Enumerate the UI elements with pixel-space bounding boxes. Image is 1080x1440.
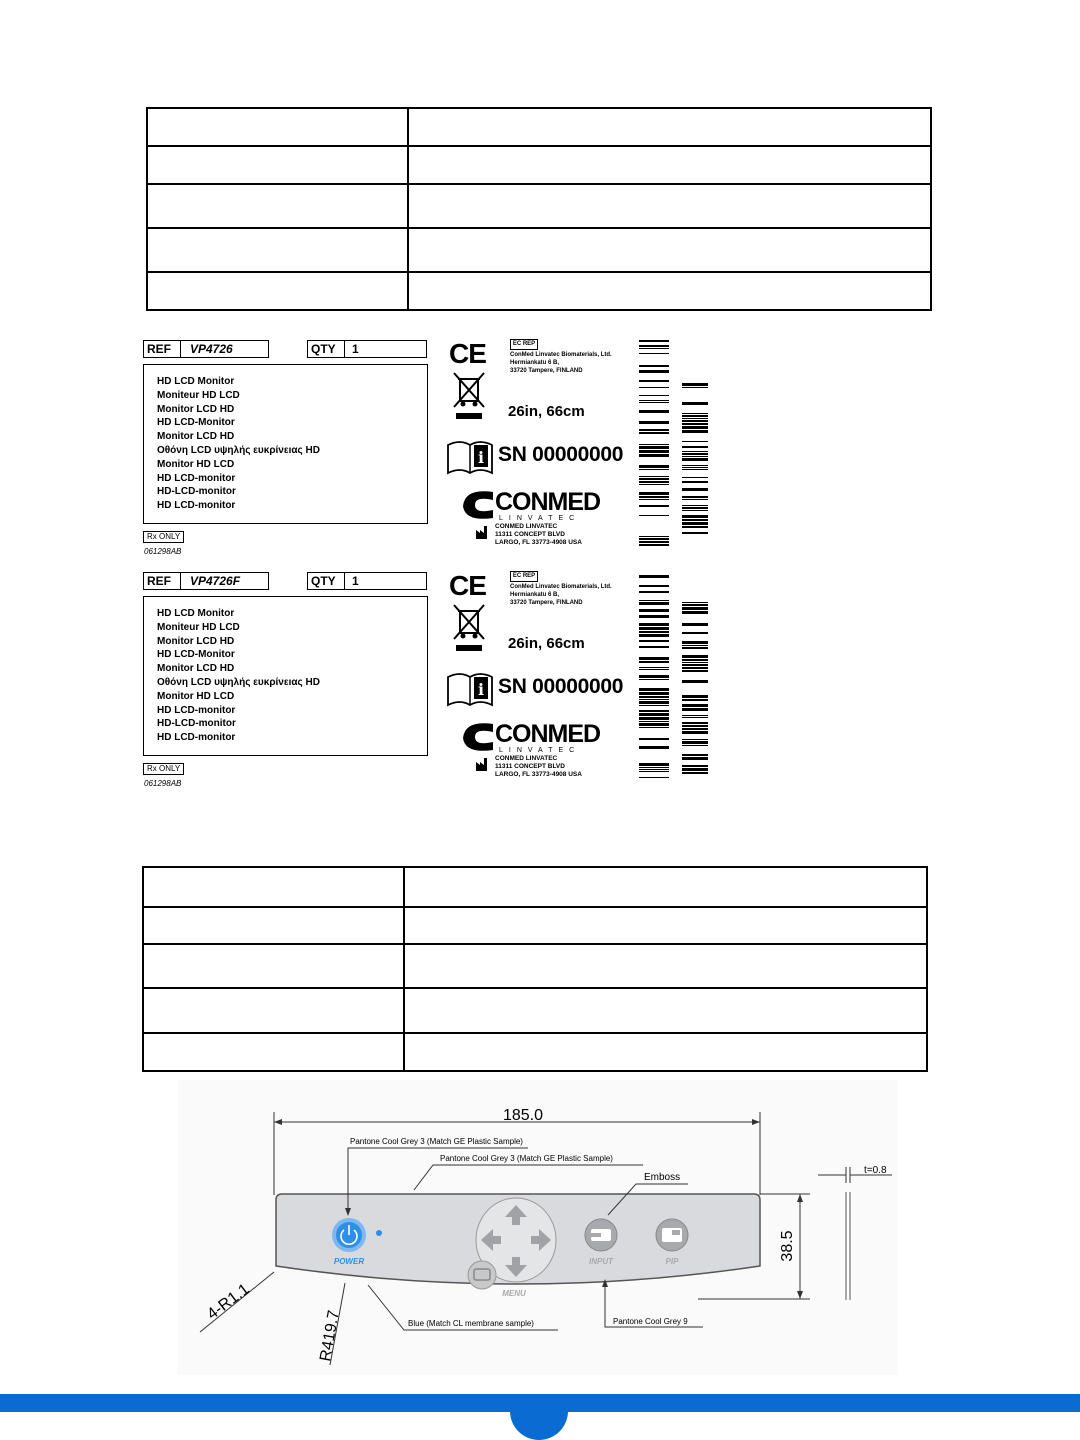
page-number-tab [510, 1404, 568, 1440]
ec-rep-box: EC REP [510, 339, 538, 350]
table-cell [404, 907, 927, 944]
svg-text:i: i [477, 680, 485, 699]
input-label: INPUT [589, 1257, 613, 1266]
name-line: Monitor HD LCD [157, 458, 235, 470]
name-line: HD LCD-Monitor [157, 417, 235, 429]
table-cell [143, 1033, 404, 1071]
note-blue: Blue (Match CL membrane sample) [408, 1319, 534, 1328]
label-code: 061298AB [144, 547, 182, 556]
table-cell [147, 272, 408, 310]
thickness-dimension: t=0.8 [864, 1165, 887, 1176]
name-line: HD LCD Monitor [157, 608, 235, 619]
ce-mark: CE [449, 338, 486, 369]
manufacturer-address: CONMED LINVATEC 11311 CONCEPT BLVD LARGO, FL 33773-4908 USA [495, 755, 582, 778]
table-cell [408, 146, 931, 184]
qty-value: 1 [352, 342, 359, 356]
ref-value: VP4726 [190, 342, 233, 356]
weee-bin-icon [450, 603, 488, 653]
eu-representative: ConMed Linvatec Biomaterials, Ltd. Hermiankatu 6 B, 33720 Tampere, FINLAND [510, 584, 612, 606]
bottom-table [142, 866, 928, 1072]
qty-box [307, 572, 427, 590]
name-line: Οθόνη LCD υψηλής ευκρίνειας HD [157, 676, 320, 688]
product-label-2 [140, 571, 440, 801]
width-dimension: 185.0 [502, 1107, 544, 1124]
size-text: 26in, 66cm [508, 635, 585, 652]
height-dimension: 38.5 [779, 1230, 796, 1262]
menu-label: MENU [502, 1289, 526, 1298]
note-grey3-a: Pantone Cool Grey 3 (Match GE Plastic Sample) [350, 1137, 523, 1146]
table-cell [404, 1033, 927, 1071]
ce-mark: CE [449, 570, 486, 601]
name-line: HD LCD-monitor [157, 732, 236, 744]
serial-number: SN 00000000 [498, 675, 624, 698]
name-line: Οθόνη LCD υψηλής ευκρίνειας HD [157, 444, 320, 456]
table-cell [408, 108, 931, 146]
ref-box [143, 340, 269, 358]
size-text: 26in, 66cm [508, 403, 585, 420]
serial-number: SN 00000000 [498, 443, 624, 466]
ref-key: REF [147, 342, 171, 356]
overlay-drawing [178, 1080, 898, 1375]
brand-logo: CONMED [495, 488, 601, 516]
note-emboss: Emboss [644, 1172, 681, 1183]
name-line: HD LCD-monitor [157, 500, 236, 512]
table-cell [143, 867, 404, 907]
name-line: Monitor LCD HD [157, 403, 235, 415]
factory-icon [475, 758, 491, 772]
name-line: HD LCD Monitor [157, 376, 235, 387]
barcode-large [639, 572, 675, 778]
rx-only-badge: Rx ONLY [143, 531, 184, 543]
ref-box [143, 572, 269, 590]
product-names [157, 607, 320, 745]
table-cell [147, 228, 408, 272]
table-cell [404, 988, 927, 1033]
svg-text:i: i [477, 448, 485, 467]
ref-value: VP4726F [190, 574, 241, 588]
ref-key: REF [147, 574, 171, 588]
product-names-box [143, 596, 428, 756]
table-cell [147, 146, 408, 184]
eu-representative: ConMed Linvatec Biomaterials, Ltd. Hermiankatu 6 B, 33720 Tampere, FINLAND [510, 352, 612, 374]
table-cell [147, 184, 408, 228]
table-cell [143, 988, 404, 1033]
table-cell [143, 907, 404, 944]
name-line: HD-LCD-monitor [157, 718, 236, 730]
conmed-logo-icon [459, 488, 495, 522]
table-cell [408, 184, 931, 228]
note-grey3-b: Pantone Cool Grey 3 (Match GE Plastic Sample) [440, 1154, 613, 1163]
brand-logo: CONMED [495, 720, 601, 748]
conmed-logo-icon [459, 720, 495, 754]
name-line: Monitor HD LCD [157, 690, 235, 702]
qty-box [307, 340, 427, 358]
ec-rep-box: EC REP [510, 571, 538, 582]
qty-value: 1 [352, 574, 359, 588]
top-table [146, 107, 932, 311]
name-line: Monitor LCD HD [157, 635, 235, 647]
table-cell [404, 867, 927, 907]
table-cell [404, 944, 927, 988]
qty-key: QTY [311, 574, 336, 588]
corner-radius-label: 4-R1.1 [204, 1280, 253, 1324]
arc-radius-label: R419.7 [317, 1308, 343, 1363]
brand-subtitle: LINVATEC [499, 515, 581, 522]
name-line: Moniteur HD LCD [157, 621, 240, 633]
name-line: HD LCD-Monitor [157, 649, 235, 661]
label-code: 061298AB [144, 779, 182, 788]
barcode-small [682, 368, 714, 544]
menu-button[interactable] [468, 1261, 496, 1289]
name-line: Moniteur HD LCD [157, 389, 240, 401]
product-label-1 [140, 339, 440, 569]
brand-subtitle: LINVATEC [499, 747, 581, 754]
table-cell [408, 228, 931, 272]
product-names [157, 375, 320, 513]
table-cell [408, 272, 931, 310]
name-line: Monitor LCD HD [157, 663, 235, 675]
factory-icon [475, 526, 491, 540]
table-cell [147, 108, 408, 146]
rx-only-badge: Rx ONLY [143, 763, 184, 775]
power-led-icon [376, 1230, 382, 1236]
name-line: HD LCD-monitor [157, 704, 236, 716]
name-line: Monitor LCD HD [157, 431, 235, 443]
note-grey9: Pantone Cool Grey 9 [613, 1317, 688, 1326]
info-book-icon [446, 439, 494, 475]
weee-bin-icon [450, 371, 488, 421]
info-book-icon [446, 671, 494, 707]
product-names-box [143, 364, 428, 524]
barcode-small [682, 600, 714, 776]
power-label: POWER [333, 1257, 365, 1266]
manufacturer-address: CONMED LINVATEC 11311 CONCEPT BLVD LARGO, FL 33773-4908 USA [495, 523, 582, 546]
table-cell [143, 944, 404, 988]
pip-label: PIP [665, 1257, 679, 1266]
qty-key: QTY [311, 342, 336, 356]
name-line: HD LCD-monitor [157, 472, 236, 484]
barcode-large [639, 340, 675, 546]
name-line: HD-LCD-monitor [157, 486, 236, 498]
